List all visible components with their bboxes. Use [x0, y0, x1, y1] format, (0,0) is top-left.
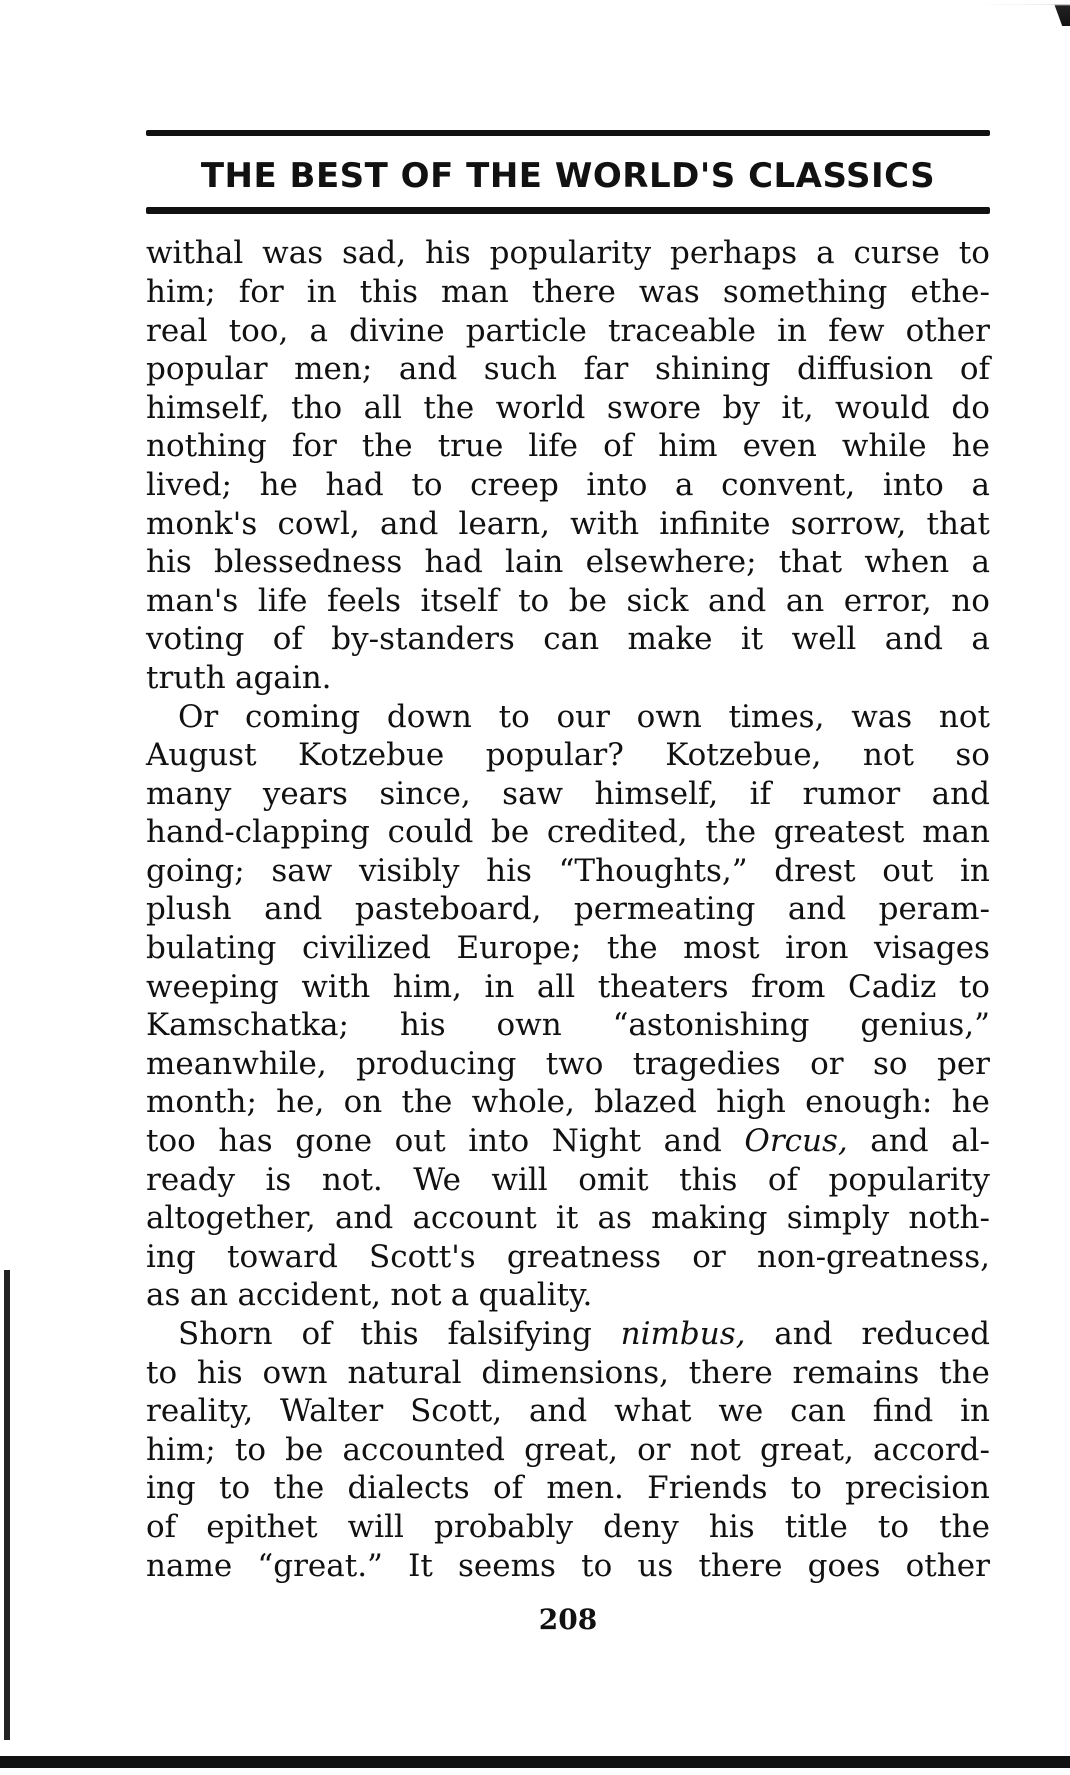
text-line: many years since, saw himself, if rumor and: [146, 775, 990, 812]
text-line: real too, a divine particle traceable in few other: [146, 312, 990, 349]
text-line: withal was sad, his popularity perhaps a curse to: [146, 235, 990, 272]
text-line: reality, Walter Scott, and what we can find in: [146, 1393, 990, 1430]
text-line: month; he, on the whole, blazed high enough: he: [146, 1084, 990, 1121]
text-line: ing toward Scott's greatness or non-greatness,: [146, 1238, 990, 1275]
text-line: voting of by-standers can make it well and a: [146, 621, 990, 658]
text-line: to his own natural dimensions, there remains the: [146, 1354, 990, 1391]
header-rule-bottom: [146, 207, 990, 214]
text-line: too has gone out into Night and Orcus, and al-: [146, 1123, 990, 1160]
text-line: as an accident, not a quality.: [146, 1277, 593, 1314]
text-line: himself, tho all the world swore by it, would do: [146, 389, 990, 426]
text-line: man's life feels itself to be sick and an error, no: [146, 582, 990, 619]
text-line: lived; he had to creep into a convent, into a: [146, 466, 990, 503]
text-line: monk's cowl, and learn, with infinite sorrow, that: [146, 505, 990, 542]
text-line: his blessedness had lain elsewhere; that when a: [146, 544, 990, 581]
header-rule-top: [146, 130, 990, 136]
scan-bottom-edge-shadow: [0, 1756, 1070, 1768]
page-number: 208: [538, 1603, 598, 1637]
body-text: [146, 234, 990, 1585]
text-line: truth again.: [146, 659, 332, 696]
scan-top-edge-shadow: [680, 0, 1070, 26]
text-line: Or coming down to our own times, was not: [178, 698, 990, 735]
text-line: nothing for the true life of him even while he: [146, 428, 990, 465]
text-line: plush and pasteboard, permeating and peram-: [146, 891, 990, 928]
text-line: Kamschatka; his own “astonishing genius,”: [146, 1007, 990, 1044]
text-line: him; for in this man there was something ethe-: [146, 273, 990, 310]
text-line: of epithet will probably deny his title to the: [146, 1508, 990, 1545]
text-line: Shorn of this falsifying nimbus, and reduced: [178, 1316, 990, 1353]
text-line: ready is not. We will omit this of popularity: [146, 1161, 990, 1198]
text-line: name “great.” It seems to us there goes other: [146, 1547, 990, 1584]
text-line: going; saw visibly his “Thoughts,” drest out in: [146, 852, 990, 889]
text-line: weeping with him, in all theaters from Cadiz to: [146, 968, 990, 1005]
text-line: ing to the dialects of men. Friends to precision: [146, 1470, 990, 1507]
text-line: August Kotzebue popular? Kotzebue, not so: [146, 737, 990, 774]
text-line: bulating civilized Europe; the most iron visages: [146, 930, 990, 967]
text-line: hand-clapping could be credited, the greatest man: [146, 814, 990, 851]
text-line: him; to be accounted great, or not great, accord-: [146, 1431, 990, 1468]
text-line: meanwhile, producing two tragedies or so per: [146, 1045, 990, 1082]
running-head: THE BEST OF THE WORLD'S CLASSICS: [200, 156, 936, 196]
text-line: altogether, and account it as making simply noth-: [146, 1200, 990, 1237]
scan-left-edge-shadow: [4, 1270, 10, 1740]
text-line: popular men; and such far shining diffusion of: [146, 351, 990, 388]
book-page: [146, 130, 990, 1636]
